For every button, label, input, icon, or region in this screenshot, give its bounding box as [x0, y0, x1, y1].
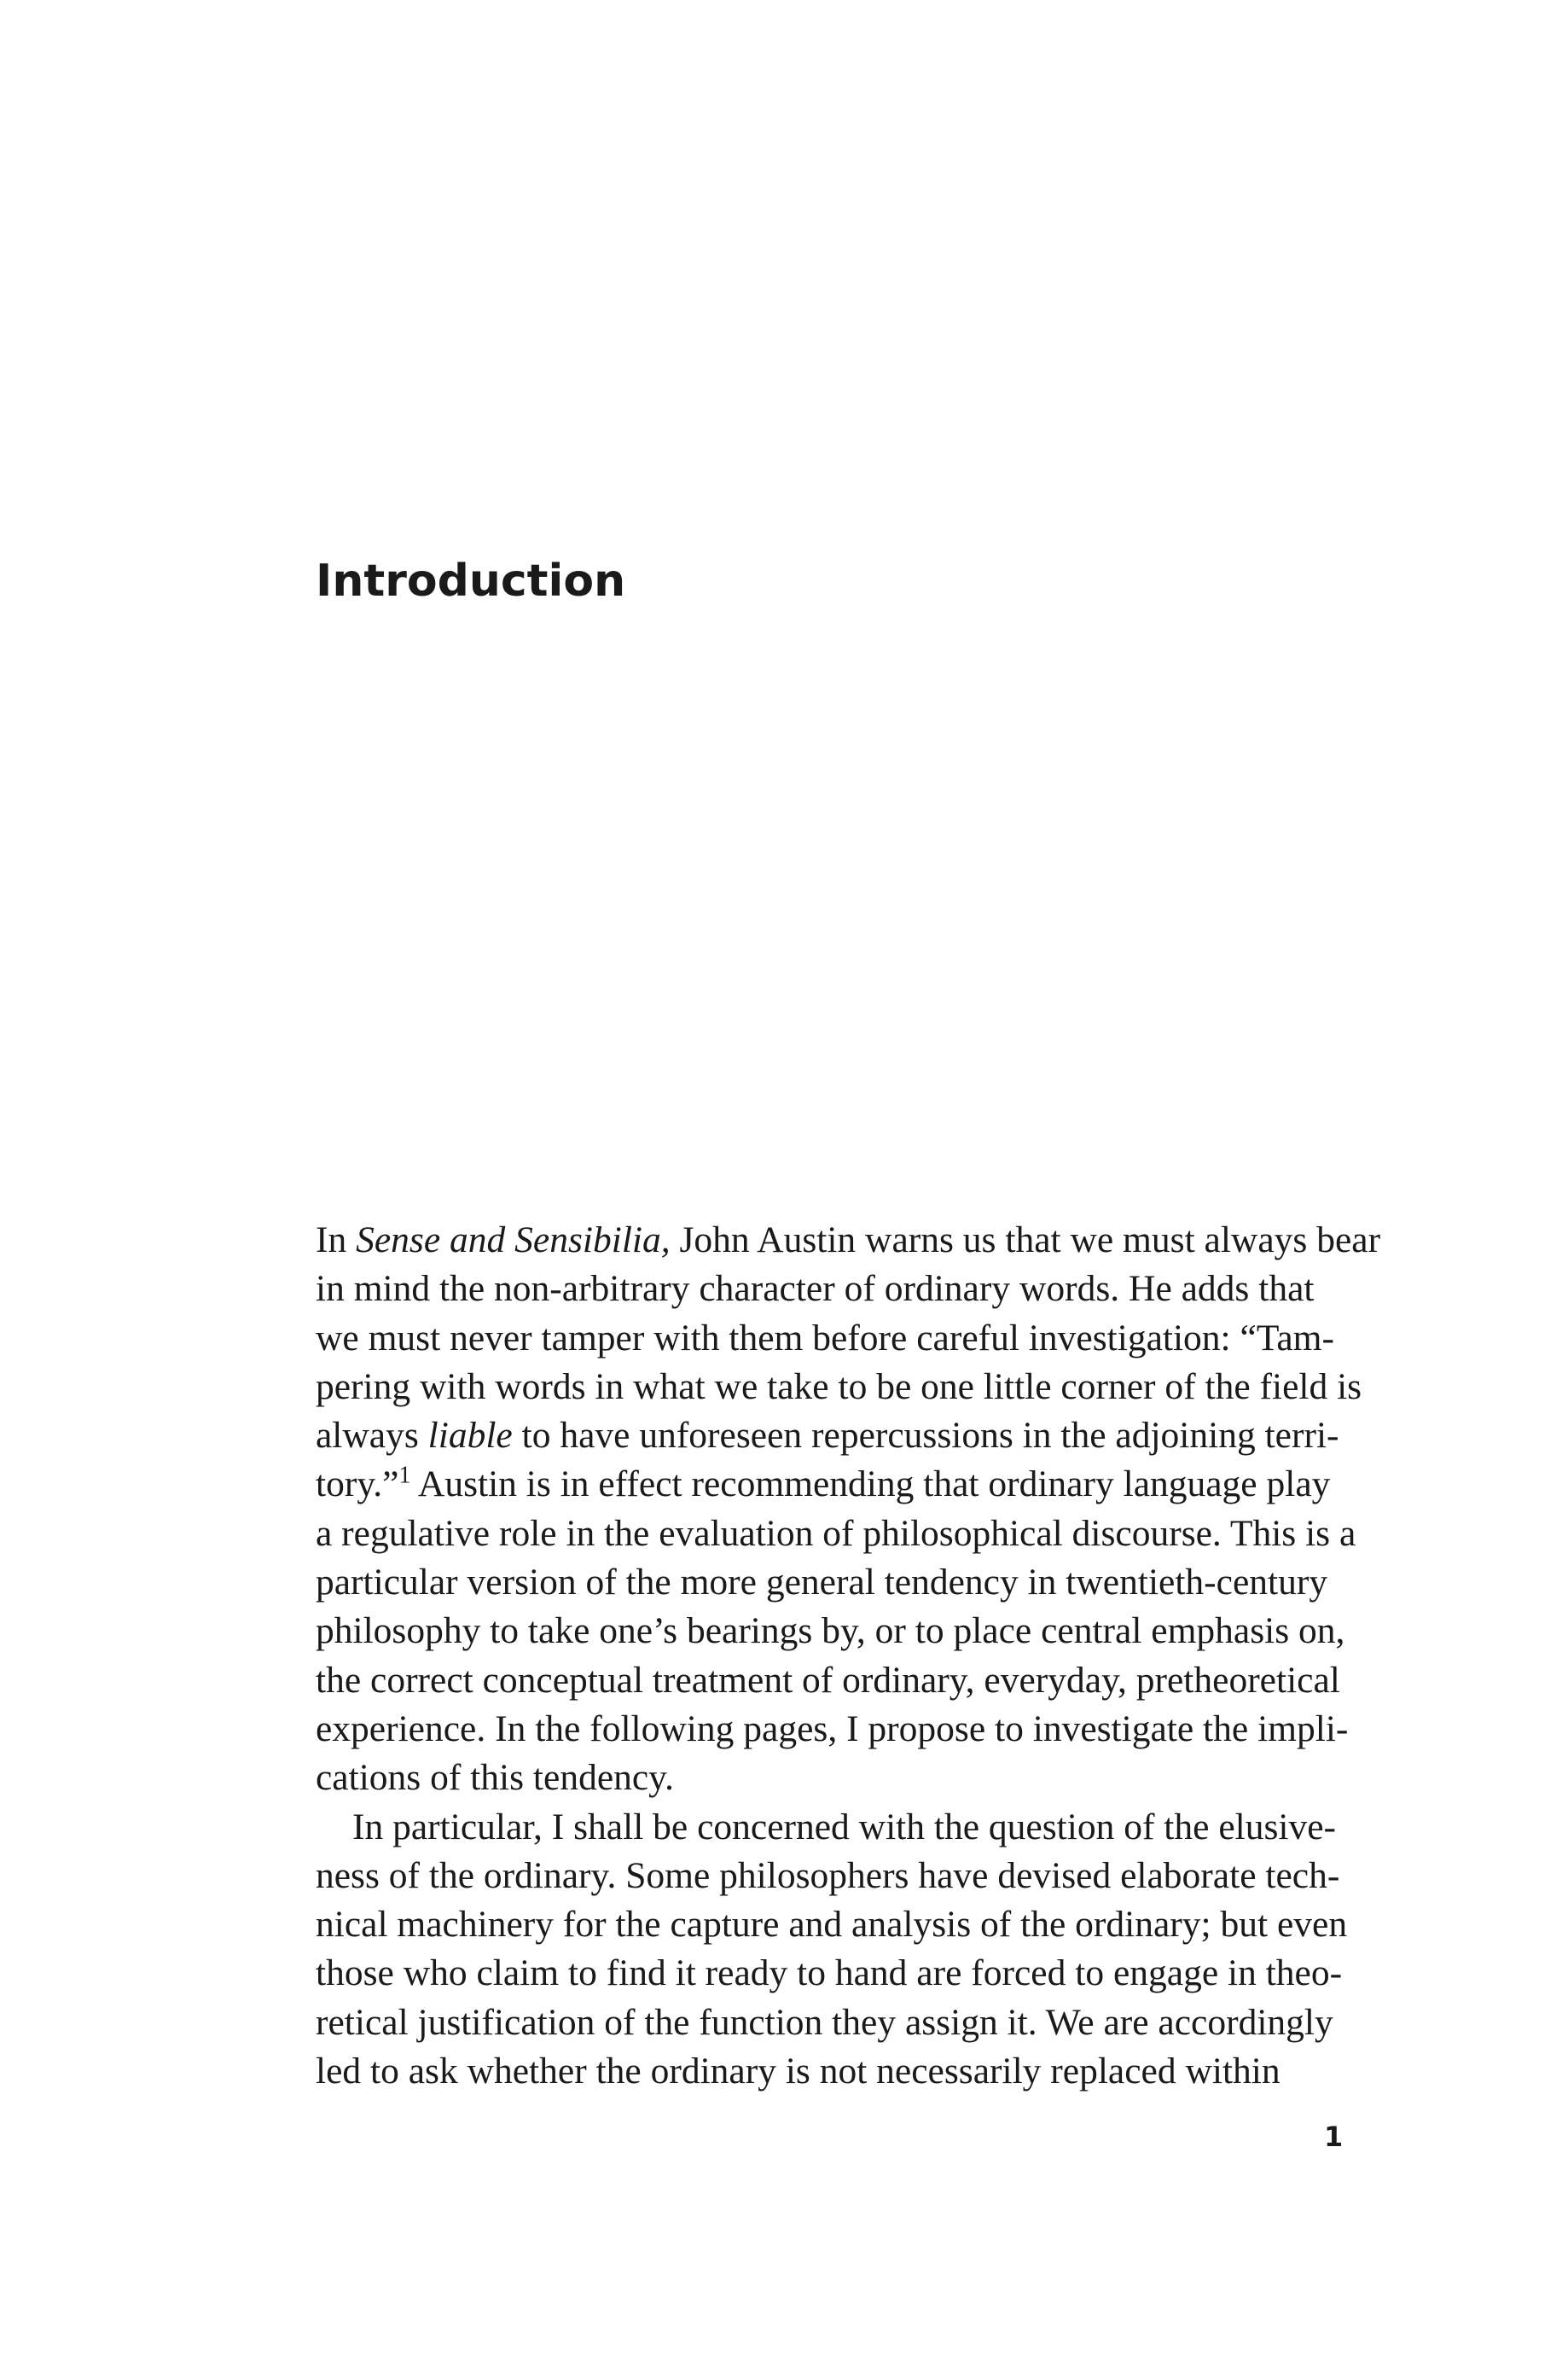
text-line: nical machinery for the capture and analysis of the ordinary; but even [316, 1904, 1348, 1946]
text-line: retical justification of the function they assign it. We are accordingly [316, 2001, 1333, 2043]
footnote-marker[interactable]: 1 [398, 1462, 411, 1489]
text-line: particular version of the more general tendency in twentieth-century [316, 1562, 1328, 1603]
text-line: pering with words in what we take to be one little corner of the field is [316, 1365, 1362, 1407]
text-line: a regulative role in the evaluation of philosophical discourse. This is a [316, 1512, 1356, 1554]
text-line: in mind the non-arbitrary character of ordinary words. He adds that [316, 1268, 1315, 1310]
text-line: always liable to have unforeseen repercussions in the adjoining terri- [316, 1415, 1339, 1457]
text-line: In Sense and Sensibilia, John Austin warns us that we must always bear [316, 1219, 1381, 1260]
text-line: the correct conceptual treatment of ordinary, everyday, pretheoretical [316, 1659, 1340, 1701]
text-line: cations of this tendency. [316, 1757, 674, 1799]
text-line: In particular, I shall be concerned with the question of the elusive- [352, 1806, 1337, 1847]
text-line: ness of the ordinary. Some philosophers have devised elaborate tech- [316, 1854, 1340, 1896]
emphasis-italic: liable [427, 1415, 513, 1457]
body-text [316, 1216, 1381, 2096]
paragraph-2 [316, 1803, 1348, 2097]
paragraph-1 [316, 1216, 1381, 1803]
book-title-italic: Sense and Sensibilia, [356, 1219, 671, 1260]
text-line: those who claim to find it ready to hand are forced to engage in theo- [316, 1952, 1343, 1994]
text-line: tory.”$^1$ Austin is in effect recommending that ordinary language play [316, 1462, 1331, 1505]
text-line: we must never tamper with them before careful investigation: “Tam- [316, 1317, 1334, 1359]
page-number: 1 [1324, 2121, 1344, 2153]
text-line: experience. In the following pages, I propose to investigate the impli- [316, 1708, 1349, 1749]
chapter-title: Introduction [316, 556, 626, 607]
text-line: philosophy to take one’s bearings by, or to place central emphasis on, [316, 1610, 1345, 1652]
text-line: led to ask whether the ordinary is not necessarily replaced within [316, 2051, 1281, 2092]
